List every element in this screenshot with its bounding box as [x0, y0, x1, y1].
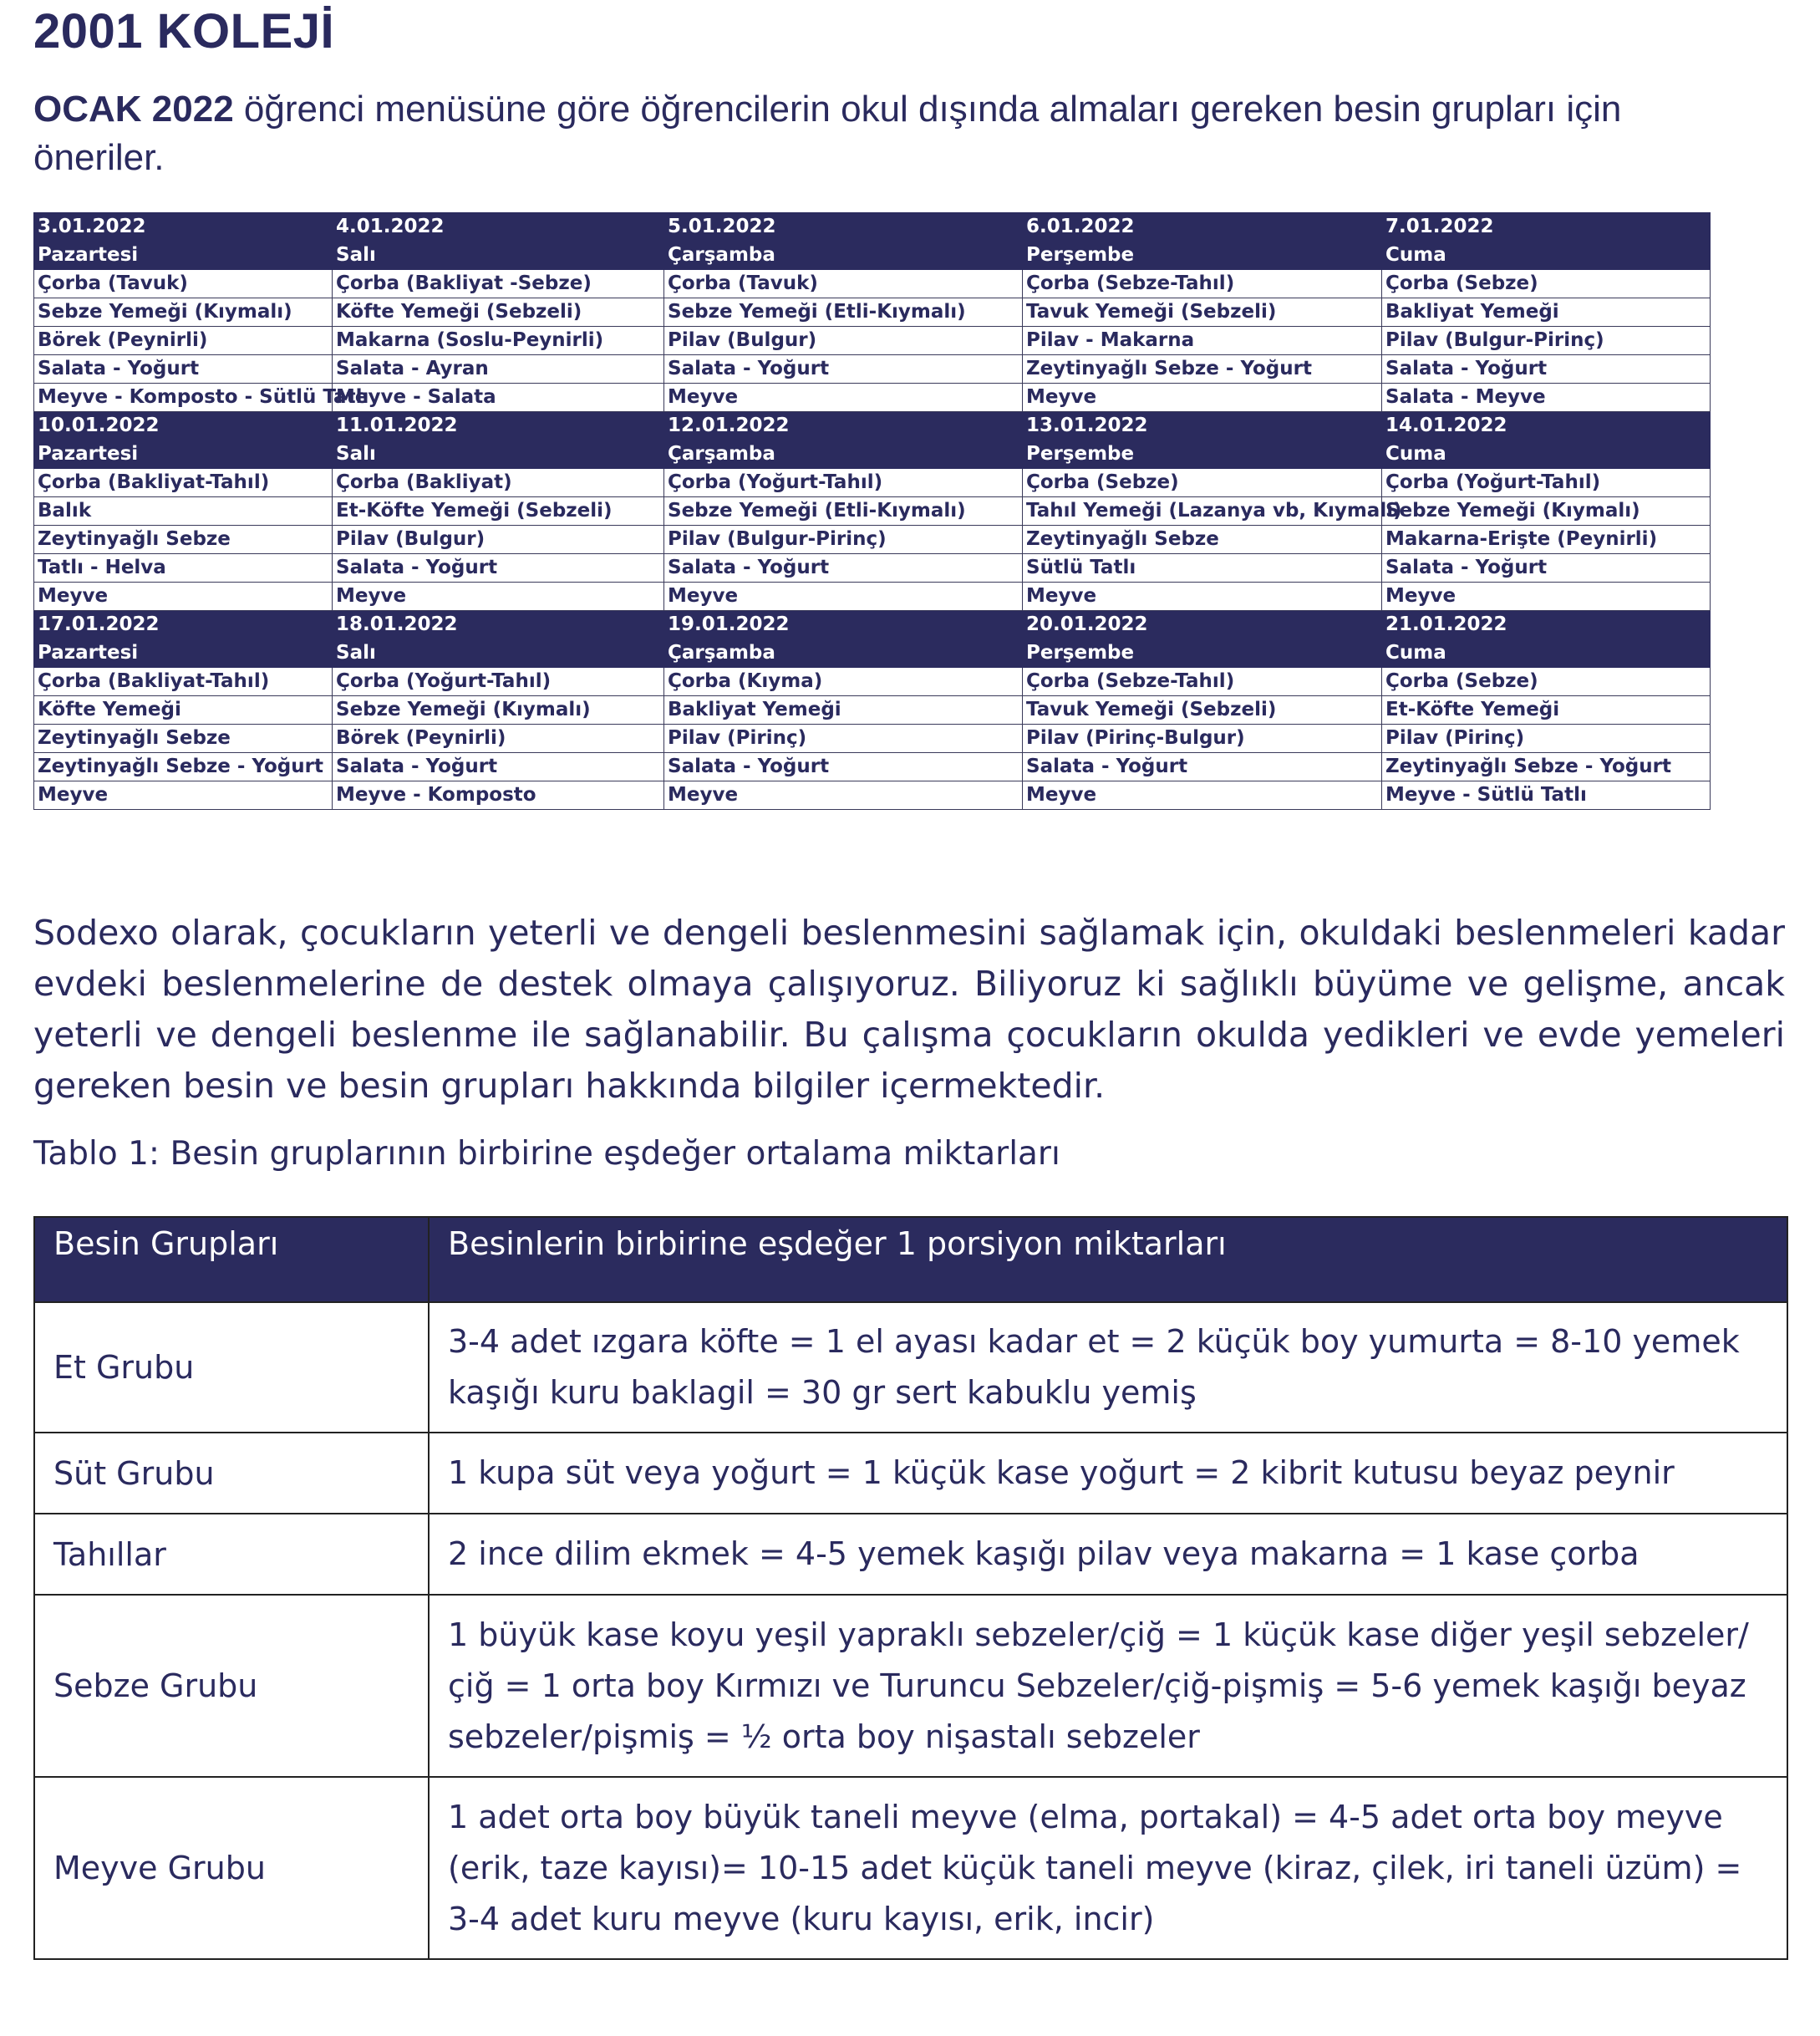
menu-cell: Perşembe [1023, 639, 1382, 668]
menu-cell: Salata - Yoğurt [333, 554, 664, 583]
menu-cell: Çorba (Tavuk) [664, 270, 1023, 298]
menu-cell: Meyve - Komposto - Sütlü Tatlı [34, 384, 333, 412]
menu-cell: Çorba (Sebze) [1023, 469, 1382, 497]
food-table-header [34, 1217, 1787, 1302]
food-group-name: Et Grubu [34, 1302, 429, 1433]
table-caption: Tablo 1: Besin gruplarının birbirine eşdeğer ortalama miktarları [33, 1135, 1060, 1173]
menu-cell: Cuma [1382, 440, 1711, 469]
menu-cell: Pilav (Bulgur) [664, 327, 1023, 355]
food-group-row [34, 1777, 1787, 1959]
menu-cell: Zeytinyağlı Sebze - Yoğurt [34, 753, 333, 781]
menu-cell: Salı [333, 242, 664, 270]
menu-cell: Meyve - Komposto [333, 781, 664, 810]
menu-cell: 18.01.2022 [333, 611, 664, 639]
menu-day-row [34, 242, 1711, 270]
food-group-portions: 1 kupa süt veya yoğurt = 1 küçük kase yoğurt = 2 kibrit kutusu beyaz peynir [429, 1433, 1787, 1514]
menu-date-row [34, 412, 1711, 440]
menu-item-row [34, 583, 1711, 611]
menu-body [34, 213, 1711, 810]
food-group-name: Süt Grubu [34, 1433, 429, 1514]
food-group-portions: 1 büyük kase koyu yeşil yapraklı sebzeler/çiğ = 1 küçük kase diğer yeşil sebzeler/çiğ = 1 orta boy Kırmızı ve Turuncu Sebzeler/çiğ-pişmiş = 5-6 yemek kaşığı beyaz sebzeler/pişmiş = ½ orta boy nişastalı sebzeler [429, 1595, 1787, 1777]
menu-cell: Meyve [664, 583, 1023, 611]
menu-cell: Et-Köfte Yemeği (Sebzeli) [333, 497, 664, 526]
menu-item-row [34, 753, 1711, 781]
menu-cell: Meyve [34, 583, 333, 611]
menu-cell: Zeytinyağlı Sebze [34, 526, 333, 554]
menu-cell: Zeytinyağlı Sebze [1023, 526, 1382, 554]
menu-item-row [34, 298, 1711, 327]
menu-cell: Makarna-Erişte (Peynirli) [1382, 526, 1711, 554]
menu-cell: 7.01.2022 [1382, 213, 1711, 242]
menu-cell: Perşembe [1023, 440, 1382, 469]
menu-cell: Sebze Yemeği (Kıymalı) [333, 696, 664, 725]
menu-cell: Balık [34, 497, 333, 526]
food-group-portions: 1 adet orta boy büyük taneli meyve (elma, portakal) = 4-5 adet orta boy meyve (erik, taze kayısı)= 10-15 adet küçük taneli meyve (kiraz, çilek, iri taneli üzüm) = 3-4 adet kuru meyve (kuru kayısı, erik, incir) [429, 1777, 1787, 1959]
menu-cell: 19.01.2022 [664, 611, 1023, 639]
menu-item-row [34, 781, 1711, 810]
menu-cell: Sebze Yemeği (Kıymalı) [1382, 497, 1711, 526]
menu-cell: 17.01.2022 [34, 611, 333, 639]
menu-cell: Salata - Yoğurt [664, 554, 1023, 583]
menu-cell: Salata - Yoğurt [1382, 355, 1711, 384]
menu-cell: Pazartesi [34, 440, 333, 469]
menu-cell: Tavuk Yemeği (Sebzeli) [1023, 298, 1382, 327]
menu-item-row [34, 497, 1711, 526]
food-group-row [34, 1595, 1787, 1777]
menu-cell: Çorba (Bakliyat) [333, 469, 664, 497]
menu-cell: Pazartesi [34, 639, 333, 668]
menu-cell: Çarşamba [664, 440, 1023, 469]
menu-item-row [34, 725, 1711, 753]
menu-cell: Çorba (Bakliyat-Tahıl) [34, 469, 333, 497]
menu-cell: Salata - Yoğurt [34, 355, 333, 384]
food-header-group: Besin Grupları [34, 1217, 429, 1302]
menu-cell: Meyve [1023, 781, 1382, 810]
subtitle-text: öğrenci menüsüne göre öğrencilerin okul dışında almaları gereken besin grupları için öneriler. [33, 89, 1622, 178]
menu-cell: 4.01.2022 [333, 213, 664, 242]
menu-item-row [34, 469, 1711, 497]
menu-cell: Çorba (Yoğurt-Tahıl) [1382, 469, 1711, 497]
menu-cell: Meyve [664, 384, 1023, 412]
food-group-portions: 3-4 adet ızgara köfte = 1 el ayası kadar et = 2 küçük boy yumurta = 8-10 yemek kaşığı kuru baklagil = 30 gr sert kabuklu yemiş [429, 1302, 1787, 1433]
menu-cell: Salata - Meyve [1382, 384, 1711, 412]
menu-item-row [34, 384, 1711, 412]
menu-cell: 12.01.2022 [664, 412, 1023, 440]
menu-cell: Tatlı - Helva [34, 554, 333, 583]
food-groups-body [34, 1217, 1787, 1959]
menu-cell: Cuma [1382, 242, 1711, 270]
menu-cell: Zeytinyağlı Sebze - Yoğurt [1023, 355, 1382, 384]
menu-cell: Meyve [1023, 384, 1382, 412]
menu-cell: Meyve - Sütlü Tatlı [1382, 781, 1711, 810]
food-group-row [34, 1302, 1787, 1433]
menu-cell: Pilav (Pirinç-Bulgur) [1023, 725, 1382, 753]
menu-cell: Sebze Yemeği (Etli-Kıymalı) [664, 298, 1023, 327]
menu-cell: Pilav (Pirinç) [664, 725, 1023, 753]
menu-cell: Salata - Ayran [333, 355, 664, 384]
menu-cell: Makarna (Soslu-Peynirli) [333, 327, 664, 355]
menu-cell: Salata - Yoğurt [664, 753, 1023, 781]
food-group-name: Tahıllar [34, 1514, 429, 1595]
menu-cell: 3.01.2022 [34, 213, 333, 242]
menu-cell: Pilav (Pirinç) [1382, 725, 1711, 753]
menu-cell: Çorba (Sebze) [1382, 270, 1711, 298]
menu-cell: Tahıl Yemeği (Lazanya vb, Kıymalı) [1023, 497, 1382, 526]
menu-cell: Köfte Yemeği (Sebzeli) [333, 298, 664, 327]
menu-cell: Meyve - Salata [333, 384, 664, 412]
menu-cell: Sebze Yemeği (Kıymalı) [34, 298, 333, 327]
menu-cell: Börek (Peynirli) [34, 327, 333, 355]
menu-cell: Bakliyat Yemeği [664, 696, 1023, 725]
menu-day-row [34, 440, 1711, 469]
menu-item-row [34, 270, 1711, 298]
menu-item-row [34, 526, 1711, 554]
food-header-desc: Besinlerin birbirine eşdeğer 1 porsiyon miktarları [429, 1217, 1787, 1302]
menu-cell: Çorba (Bakliyat-Tahıl) [34, 668, 333, 696]
menu-cell: Perşembe [1023, 242, 1382, 270]
menu-cell: Çorba (Kıyma) [664, 668, 1023, 696]
menu-item-row [34, 668, 1711, 696]
food-group-name: Meyve Grubu [34, 1777, 429, 1959]
menu-cell: Çorba (Sebze-Tahıl) [1023, 668, 1382, 696]
menu-cell: Sebze Yemeği (Etli-Kıymalı) [664, 497, 1023, 526]
menu-cell: Salata - Yoğurt [1023, 753, 1382, 781]
menu-cell: Bakliyat Yemeği [1382, 298, 1711, 327]
menu-cell: Salı [333, 440, 664, 469]
menu-item-row [34, 355, 1711, 384]
menu-cell: Salata - Yoğurt [333, 753, 664, 781]
menu-cell: Zeytinyağlı Sebze [34, 725, 333, 753]
subtitle-month: OCAK 2022 [33, 89, 234, 130]
menu-cell: 11.01.2022 [333, 412, 664, 440]
menu-date-row [34, 213, 1711, 242]
menu-table [33, 212, 1711, 810]
menu-cell: Meyve [333, 583, 664, 611]
menu-cell: 20.01.2022 [1023, 611, 1382, 639]
menu-cell: Çorba (Sebze-Tahıl) [1023, 270, 1382, 298]
food-group-name: Sebze Grubu [34, 1595, 429, 1777]
school-title: 2001 KOLEJİ [33, 4, 335, 59]
menu-cell: Et-Köfte Yemeği [1382, 696, 1711, 725]
menu-cell: 6.01.2022 [1023, 213, 1382, 242]
menu-cell: Tavuk Yemeği (Sebzeli) [1023, 696, 1382, 725]
menu-cell: Çarşamba [664, 242, 1023, 270]
menu-cell: Pazartesi [34, 242, 333, 270]
menu-cell: Cuma [1382, 639, 1711, 668]
menu-cell: 21.01.2022 [1382, 611, 1711, 639]
menu-cell: Çorba (Sebze) [1382, 668, 1711, 696]
menu-cell: Pilav - Makarna [1023, 327, 1382, 355]
menu-cell: Meyve [664, 781, 1023, 810]
menu-cell: Çarşamba [664, 639, 1023, 668]
menu-cell: Pilav (Bulgur) [333, 526, 664, 554]
intro-paragraph: Sodexo olarak, çocukların yeterli ve dengeli beslenmesini sağlamak için, okuldaki beslenmeleri kadar evdeki beslenmelerine de destek olmaya çalışıyoruz. Biliyoruz ki sağlıklı büyüme ve gelişme, ancak yeterli ve dengeli beslenme ile sağlanabilir. Bu çalışma çocukların okulda yedikleri ve evde yemeleri gereken besin ve besin grupları hakkında bilgiler içermektedir. [33, 913, 1785, 1106]
menu-cell: 10.01.2022 [34, 412, 333, 440]
menu-cell: Pilav (Bulgur-Pirinç) [1382, 327, 1711, 355]
menu-cell: Çorba (Yoğurt-Tahıl) [333, 668, 664, 696]
menu-item-row [34, 696, 1711, 725]
menu-cell: Çorba (Bakliyat -Sebze) [333, 270, 664, 298]
menu-cell: 14.01.2022 [1382, 412, 1711, 440]
food-group-row [34, 1514, 1787, 1595]
menu-cell: 13.01.2022 [1023, 412, 1382, 440]
menu-cell: Köfte Yemeği [34, 696, 333, 725]
menu-cell: Salı [333, 639, 664, 668]
menu-cell: Salata - Yoğurt [664, 355, 1023, 384]
menu-cell: Zeytinyağlı Sebze - Yoğurt [1382, 753, 1711, 781]
food-group-row [34, 1433, 1787, 1514]
menu-cell: Salata - Yoğurt [1382, 554, 1711, 583]
menu-day-row [34, 639, 1711, 668]
menu-item-row [34, 554, 1711, 583]
food-groups-table [33, 1216, 1788, 1960]
menu-date-row [34, 611, 1711, 639]
menu-cell: 5.01.2022 [664, 213, 1023, 242]
menu-cell: Meyve [1023, 583, 1382, 611]
subtitle [33, 85, 1755, 182]
menu-cell: Sütlü Tatlı [1023, 554, 1382, 583]
menu-cell: Börek (Peynirli) [333, 725, 664, 753]
menu-cell: Çorba (Yoğurt-Tahıl) [664, 469, 1023, 497]
menu-cell: Pilav (Bulgur-Pirinç) [664, 526, 1023, 554]
menu-cell: Meyve [34, 781, 333, 810]
food-group-portions: 2 ince dilim ekmek = 4-5 yemek kaşığı pilav veya makarna = 1 kase çorba [429, 1514, 1787, 1595]
menu-cell: Çorba (Tavuk) [34, 270, 333, 298]
menu-item-row [34, 327, 1711, 355]
menu-cell: Meyve [1382, 583, 1711, 611]
